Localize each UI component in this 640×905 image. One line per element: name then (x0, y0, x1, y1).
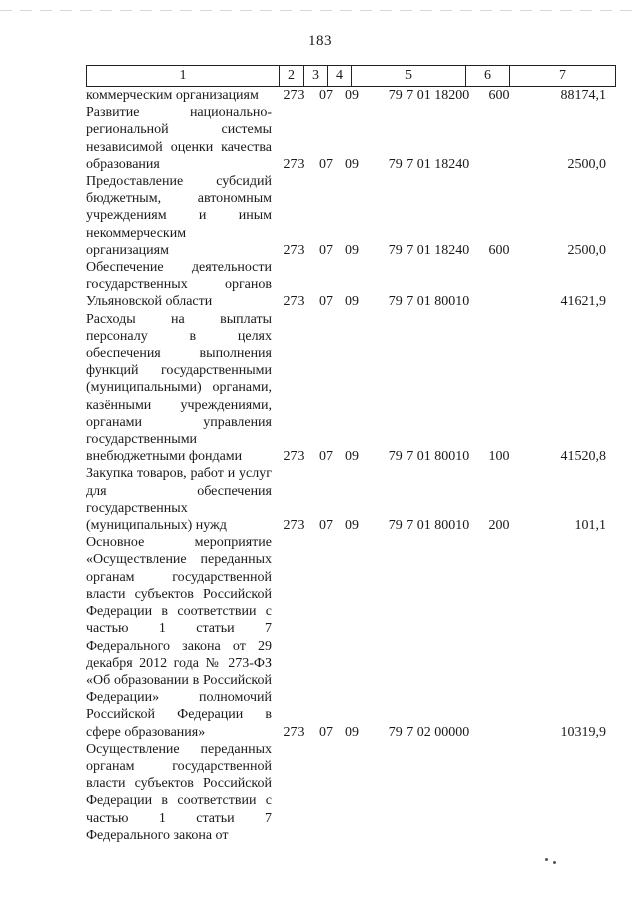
row-code-target: 79 7 01 80010 (388, 449, 470, 465)
row-code-subsection: 09 (345, 88, 359, 104)
row-code-target: 79 7 01 18240 (388, 156, 470, 172)
row-code-expense-type: 200 (488, 518, 510, 534)
row-code-target: 79 7 01 18200 (388, 88, 470, 104)
table-header-row (86, 65, 616, 87)
row-name: Основное мероприятие «Осуществление переданных органам государственной власти субъектов Российской Федерации в соответствии с частью 1 статьи 7 Федерального закона от 29 декабря 2012 года № 273-ФЗ «Об образовании в Российской Федерации» полномочий Российской Федерации в сфере образования» (86, 535, 272, 740)
row-code-section: 07 (319, 724, 333, 740)
table-row (86, 259, 616, 311)
column-header-2: 2 (279, 66, 303, 86)
row-code-target: 79 7 01 80010 (388, 294, 470, 310)
column-header-3: 3 (303, 66, 327, 86)
budget-table (86, 65, 616, 844)
table-row (86, 173, 616, 259)
row-code-section: 07 (319, 88, 333, 104)
row-amount: 41621,9 (560, 294, 606, 310)
row-code-expense-type: 100 (488, 449, 510, 465)
table-row (86, 465, 616, 534)
column-header-4: 4 (327, 66, 351, 86)
row-code-target: 79 7 01 80010 (388, 518, 470, 534)
scan-edge (0, 10, 640, 11)
row-name: Расходы на выплаты персоналу в целях обеспечения выполнения функций государственными (муниципальными) органами, казёнными учреждениями, органами управления государственными внебюджетными фондами (86, 311, 272, 465)
row-code-subsection: 09 (345, 724, 359, 740)
row-code-ministry: 273 (283, 518, 305, 534)
row-amount: 41520,8 (560, 449, 606, 465)
row-code-subsection: 09 (345, 156, 359, 172)
row-code-section: 07 (319, 294, 333, 310)
row-code-ministry: 273 (283, 724, 305, 740)
column-header-5: 5 (351, 66, 465, 86)
row-code-section: 07 (319, 518, 333, 534)
row-name: Осуществление переданных органам государственной власти субъектов Российской Федерации в соответствии с частью 1 статьи 7 Федерального закона от (86, 741, 272, 843)
scan-speck (553, 861, 556, 864)
row-code-subsection: 09 (345, 242, 359, 258)
column-header-6: 6 (465, 66, 509, 86)
column-header-7: 7 (509, 66, 616, 86)
row-code-expense-type (482, 724, 516, 741)
row-name: Обеспечение деятельности государственных органов Ульяновской области (86, 260, 272, 310)
row-amount: 10319,9 (560, 724, 606, 740)
row-code-ministry: 273 (283, 294, 305, 310)
row-code-ministry: 273 (283, 242, 305, 258)
table-row (86, 311, 616, 466)
row-code-ministry: 273 (283, 88, 305, 104)
page-number: 183 (308, 33, 332, 49)
row-code-expense-type: 600 (488, 242, 510, 258)
row-code-ministry: 273 (283, 449, 305, 465)
row-code-subsection: 09 (345, 449, 359, 465)
row-code-subsection: 09 (345, 294, 359, 310)
scan-speck (545, 858, 548, 861)
row-code-section: 07 (319, 156, 333, 172)
row-code-target: 79 7 02 00000 (388, 724, 470, 740)
table-row (86, 104, 616, 173)
row-name: Закупка товаров, работ и услуг для обеспечения государственных (муниципальных) нужд (86, 466, 272, 534)
row-amount: 101,1 (574, 518, 606, 534)
row-code-expense-type (482, 293, 516, 310)
row-code-subsection: 09 (345, 518, 359, 534)
row-code-expense-type: 600 (488, 88, 510, 104)
row-code-expense-type (482, 156, 516, 173)
row-code-section: 07 (319, 242, 333, 258)
row-code-section: 07 (319, 449, 333, 465)
row-amount: 88174,1 (560, 88, 606, 104)
row-code-target: 79 7 01 18240 (388, 242, 470, 258)
row-amount: 2500,0 (567, 156, 606, 172)
row-name: коммерческим организациям (86, 88, 259, 103)
table-row (86, 741, 616, 844)
row-name: Предоставление субсидий бюджетным, автономным учреждениям и иным некоммерческим организациям (86, 174, 272, 258)
row-code-ministry: 273 (283, 156, 305, 172)
table-row (86, 534, 616, 740)
row-amount: 2500,0 (567, 242, 606, 258)
table-row (86, 87, 616, 104)
column-header-1: 1 (86, 66, 279, 86)
row-name: Развитие национально-региональной системы независимой оценки качества образования (86, 105, 272, 172)
